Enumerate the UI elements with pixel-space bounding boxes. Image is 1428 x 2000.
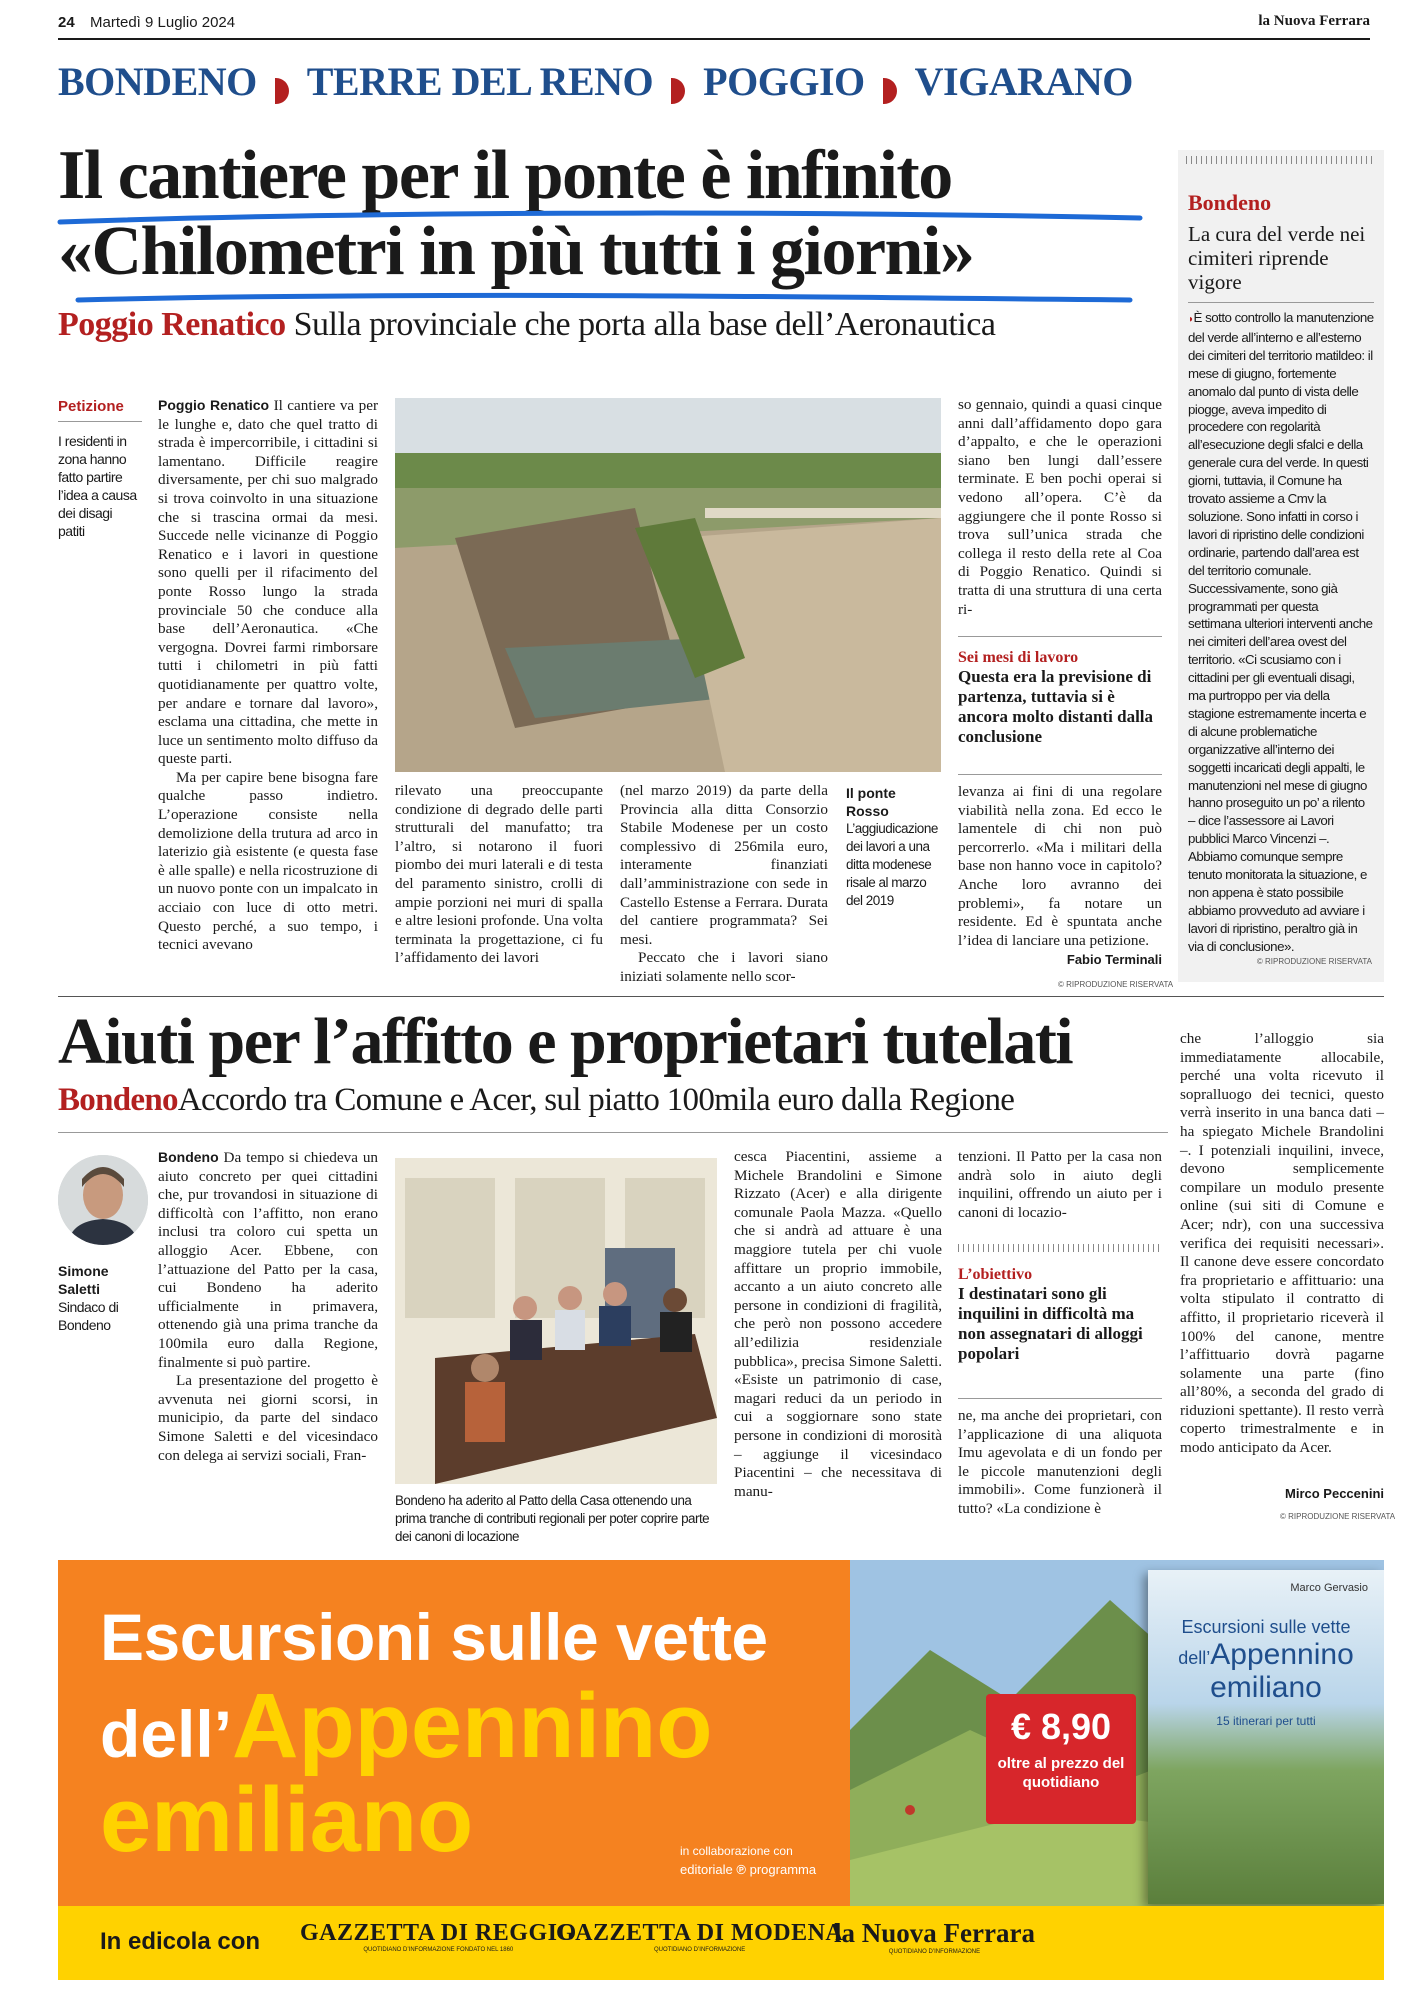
article-divider xyxy=(58,996,1384,997)
book-title-2a: dell’ xyxy=(1178,1647,1211,1668)
ad-line-2a: dell’ xyxy=(100,1697,233,1771)
article-2-col1-paragraph-1: Da tempo si chiedeva un aiuto concreto per quei cittadini che, pur trovandosi in situazione di difficoltà con l’affitto, non erano inclusi tra coloro cui spetta un alloggio Acer. Ebbene, con l’attuazione del Patto per la casa, cui Bondeno ha aderito ufficialmente in primavera, ottenendo già una prima tranche da 100mila euro dalla Regione, finalmente si può partire. xyxy=(158,1149,379,1371)
section-terre-del-reno[interactable]: TERRE DEL RENO xyxy=(306,59,654,104)
article-col-1 xyxy=(158,396,378,955)
quote-box-dotted-rule xyxy=(958,1244,1162,1252)
publisher-logo-icon: ℗ xyxy=(736,1862,746,1877)
article-2-col-4-bottom xyxy=(958,1398,1162,1519)
article-2-headline: Aiuti per l’affitto e proprietari tutelati xyxy=(58,1005,1073,1078)
col3-paragraph-1: (nel marzo 2019) da parte della Provincia alla ditta Consorzio Stabile Modenese per un costo complessivo di 256mila euro, interamente finanziati dall’amministrazione con sede in Castello Estense a Ferrara. Durata del cantiere programmata? Sei mesi. xyxy=(620,782,828,948)
meeting-photo xyxy=(395,1158,717,1484)
paper-logo-1-name: GAZZETTA DI REGGIO xyxy=(300,1920,577,1946)
sidebar-rights: © RIPRODUZIONE RISERVATA xyxy=(1256,957,1372,966)
article-2-col4-paragraph-1: tenzioni. Il Patto per la casa non andrà solo in aiuto degli inquilini, offrendo un aiuto per i canoni di locazio- xyxy=(958,1148,1162,1221)
paper-logo-2 xyxy=(556,1920,843,1953)
section-nav xyxy=(58,58,1133,105)
arrow-icon xyxy=(671,78,685,104)
paper-logo-1 xyxy=(300,1920,577,1953)
price: € 8,90 xyxy=(1010,1706,1112,1747)
photo-caption xyxy=(846,784,941,910)
article-2-rule xyxy=(58,1132,1168,1133)
paper-logo-2-tag: QUOTIDIANO D’INFORMAZIONE xyxy=(653,1947,746,1953)
article-2-col4-paragraph-2: ne, ma anche dei proprietari, con l’applicazione di una aliquota Imu agevolata e di un fondo per le piccole manutenzioni degli immobili». Come funzionerà il tutto? «La condizione è xyxy=(958,1407,1162,1517)
page-date: Martedì 9 Luglio 2024 xyxy=(90,14,236,31)
article-2-box-label: L’obiettivo xyxy=(958,1266,1033,1283)
book-title-3: emiliano xyxy=(1210,1670,1322,1704)
book-author: Marco Gervasio xyxy=(1290,1582,1368,1594)
side-note xyxy=(58,398,142,540)
book-title-2b: Appennino xyxy=(1210,1637,1354,1671)
article-2-kicker: Bondeno xyxy=(58,1082,178,1118)
paper-logo-3-tag: QUOTIDIANO D’INFORMAZIONE xyxy=(888,1949,981,1955)
article-2-col-5 xyxy=(1180,1030,1384,1458)
side-note-label: Petizione xyxy=(58,398,142,422)
col4-paragraph-2: levanza ai fini di una regolare viabilità nella zona. Ed ecco le lamentele di chi non può percorrerlo. «Ma i militari della base non hanno voce in capitolo? Anche loro avranno dei problemi», fa notare un residente. Ed è spuntata anche l’idea di lanciare una petizione. xyxy=(958,783,1162,949)
book-cover xyxy=(1148,1570,1384,1904)
ad-line-3: emiliano xyxy=(100,1769,474,1871)
kicker: Poggio Renatico xyxy=(58,306,286,343)
ad-line-2b: Appennino xyxy=(232,1675,713,1777)
paper-logo-1-tag: QUOTIDIANO D’INFORMAZIONE FONDATO NEL 1860 xyxy=(363,1947,514,1953)
sidebar-label: Bondeno xyxy=(1188,190,1272,215)
advertisement[interactable] xyxy=(58,1560,1384,1980)
article-2-rights: © RIPRODUZIONE RISERVATA xyxy=(1280,1512,1396,1521)
quote-box xyxy=(958,636,1162,747)
page-number: 24 xyxy=(58,14,75,31)
ad-line-1: Escursioni sulle vette xyxy=(100,1600,768,1674)
col1-paragraph-1: Il cantiere va per le lunghe e, dato che quel tratto di strada è impercorribile, i cittadini si lamentano. Difficile reagire diversamente, per chi suo malgrado si trova coinvolto in una situazione che si trascina ormai da mesi. Succede nelle vicinanze di Poggio Renatico e i lavori in questione sono quelli per il rifacimento del ponte Rosso lungo la strada provinciale 50 che conduce alla base dell’Aeronautica. «Che vergogna. Dovrei farmi rimborsare tutti i chilometri in più fatti quotidianamente per quattro volte, per andare e tornare dal lavoro», esclama una cittadina, che mette in luce un sentimento molto diffuso da queste parti. xyxy=(158,397,379,768)
section-bondeno[interactable]: BONDENO xyxy=(58,59,257,104)
article-2-col-1 xyxy=(158,1148,378,1465)
sidebar-rule xyxy=(1188,302,1374,303)
col1-paragraph-2: Ma per capire bene bisogna fare qualche passo indietro. L’operazione consiste nella demolizione della trutura ad arco in laterizio già esistente (e questa fase è alle spalle) e nella ricostruzione di un nuovo ponte con un impalcato in acciaio con luce di otto metri. Questo perché, a suo tempo, i tecnici avevano xyxy=(158,768,378,954)
caption-text: L’aggiudicazione dei lavori a una ditta modenese risale al marzo del 2019 xyxy=(846,821,938,908)
sidebar-body: È sotto controllo la manutenzione del verde all’interno e all’esterno dei cimiteri del territorio matildeo: il mese di giugno, fortemente anomalo dal punto di vista delle piogge, aveva impedito di procedere con regolarità all’esecuzione degli sfalci e della generale cura del verde. In questi giorni, tuttavia, il Comune ha trovato assieme a Cmv la soluzione. Sono infatti in corso i lavori di ripristino delle condizioni ordinarie, partendo dall’area est del territorio comunale. Successivamente, sono già programmati per questa settimana ulteriori interventi anche nei cimiteri dell’area ovest del territorio. «Ci scusiamo con i cittadini per gli eventuali disagi, ma purtroppo per via della stagione estremamente incerta e di alcune problematiche organizzative all’interno dei soggetti incaricati degli appalti, le manutenzioni nel mese di giugno hanno proseguito un po’ a rilento – dice l’assessore ai Lavori pubblici Marco Vincenzi –. Abbiamo comunque sempre tenuto monitorata la situazione, e non appena è stato possibile abbiamo provveduto ad avviare i lavori di ripristino, peraltro già in via di conclusione». xyxy=(1188,310,1374,954)
article-2-col5-paragraph: che l’alloggio sia immediatamente allocabile, perché una volta ricevuto il sopralluogo dei tecnici, questo verrà inserito in una banca dati – ha spiegato Michele Brandolini –. I potenziali inquilini, invece, devono semplicemente compilare un modulo presente online (sui siti di Comune e Acer; ndr), con una successiva verifica dei requisiti necessari». Il canone deve essere concordato fra proprietario e affittuario: una volta stipulato il contratto di affitto, il proprietario riceverà il 100% del canone, mentre l’affittuario dovrà pagarne solamente una parte (fino all’80%, a seconda del grado di riduzioni spettante). Il resto verrà coperto trimestralmente e in modo anticipato da Acer. xyxy=(1180,1030,1384,1457)
paper-logo-3-name: la Nuova Ferrara xyxy=(834,1918,1035,1948)
person-name: Simone Saletti xyxy=(58,1263,109,1297)
side-note-text: I residenti in zona hanno fatto partire l’idea a causa dei disagi patiti xyxy=(58,433,137,539)
col4-paragraph-1: so gennaio, quindi a quasi cinque anni dall’affidamento dopo gara d’appalto, e che le operazioni siano ben lungi dall’essere terminate. E ben pochi operai si vedono all’opera. C’è da aggiungere che il ponte Rosso si trova sull’unica strada che collega il resto della rete al Coa di Poggio Renatico. Quindi si tratta di una struttura di una certa ri- xyxy=(958,396,1162,618)
lead-place: Poggio Renatico xyxy=(158,397,270,413)
article-2-box-text: I destinatari sono gli inquilini in difficoltà ma non assegnatari di alloggi popolari xyxy=(958,1284,1143,1363)
article-col-2 xyxy=(395,782,603,968)
ad-cta: In edicola con xyxy=(100,1928,261,1955)
sidebar-text xyxy=(1188,309,1374,956)
publisher-part-b: programma xyxy=(749,1862,817,1877)
article-2-col1-paragraph-2: La presentazione del progetto è avvenuta nei giorni scorsi, in municipio, da parte del sindaco Simone Saletti e del vicesindaco con delega ai servizi sociali, Fran- xyxy=(158,1372,378,1464)
article-2-col-4-top xyxy=(958,1148,1162,1222)
sidebar-dotted-rule xyxy=(1186,156,1376,164)
book-title xyxy=(1148,1618,1384,1704)
article-2-col3-paragraph: cesca Piacentini, assieme a Michele Brandolini e Simone Rizzato (Acer) e alla dirigente comunale Paola Mazza. «Quello che si andrà ad attuare è una maggiore tutela per chi vuole affittare un proprio immobile, accanto a un aiuto concreto alle persone in condizioni di fragilità, che però non possono accedere all’edilizia residenziale pubblica», precisa Simone Saletti. «Esiste un patrimonio di case, magari reduci da un periodo in cui a soggiornare sono state persone in condizioni di morosità – aggiunge il vicesindaco Piacentini – che necessitava di manu- xyxy=(734,1148,942,1500)
article-subtitle xyxy=(58,306,995,344)
headline-line-2: «Chilometri in più tutti i giorni» xyxy=(58,213,974,290)
header-rule xyxy=(58,38,1370,40)
article-col-4-bottom xyxy=(958,774,1162,950)
article-2-col-3 xyxy=(734,1148,942,1501)
arrow-icon xyxy=(883,78,897,104)
bridge-photo xyxy=(395,398,941,772)
quote-box-label: Sei mesi di lavoro xyxy=(958,649,1079,666)
book-title-1: Escursioni sulle vette xyxy=(1181,1617,1351,1637)
quote-box-text: Questa era la previsione di partenza, tuttavia si è ancora molto distanti dalla conclusione xyxy=(958,667,1154,746)
meeting-photo-caption: Bondeno ha aderito al Patto della Casa ottenendo una prima tranche di contributi regionali per poter coprire parte dei canoni di locazione xyxy=(395,1493,710,1544)
article-2-subtitle xyxy=(58,1082,1014,1119)
ad-collab: in collaborazione con xyxy=(680,1844,793,1858)
author-byline: Fabio Terminali xyxy=(1066,952,1162,967)
pen-underline-marks xyxy=(50,200,1150,320)
price-badge xyxy=(986,1694,1136,1824)
section-poggio[interactable]: POGGIO xyxy=(703,59,865,104)
col2-paragraph: rilevato una preoccupante condizione di degrado delle parti strutturali del manufatto; tra l’altro, si notarono il fuori piombo dei muri laterali e di testa del paramento sinistro, crolli di ampie porzioni nei muri di spalla e altre lesioni profonde. Una volta terminata la progettazione, ci fu l’affidamento dei lavori xyxy=(395,782,603,967)
person-caption xyxy=(58,1262,148,1334)
headline-line-1: Il cantiere per il ponte è infinito xyxy=(58,137,952,214)
publisher-part-a: editoriale xyxy=(680,1862,733,1877)
paper-name: la Nuova Ferrara xyxy=(1258,13,1370,29)
rights-notice: © RIPRODUZIONE RISERVATA xyxy=(1058,980,1174,989)
article-2-subtitle-text: Accordo tra Comune e Acer, sul piatto 100mila euro dalla Regione xyxy=(177,1082,1015,1118)
article-2-author: Mirco Peccenini xyxy=(1285,1486,1384,1501)
article-col-3 xyxy=(620,782,828,987)
article-2-lead-place: Bondeno xyxy=(158,1149,219,1165)
bullet-icon: ◗ xyxy=(1188,314,1194,325)
price-note: oltre al prezzo del quotidiano xyxy=(997,1755,1125,1791)
sidebar-title: La cura del verde nei cimiteri riprende vigore xyxy=(1188,222,1366,294)
subtitle-text: Sulla provinciale che porta alla base dell’Aeronautica xyxy=(293,306,996,343)
sidebar-box xyxy=(1178,150,1384,982)
book-subtitle: 15 itinerari per tutti xyxy=(1216,1713,1316,1728)
ad-line-2 xyxy=(100,1675,768,1777)
person-role: Sindaco di Bondeno xyxy=(58,1299,119,1333)
arrow-icon xyxy=(275,78,289,104)
article-col-4-top xyxy=(958,396,1162,619)
ad-footer xyxy=(58,1906,1384,1980)
avatar xyxy=(58,1155,148,1245)
paper-logo-3 xyxy=(834,1918,1035,1955)
col3-paragraph-2: Peccato che i lavori siano iniziati solamente nello scor- xyxy=(620,949,828,985)
ad-publisher xyxy=(680,1862,816,1877)
paper-logo-2-name: GAZZETTA DI MODENA xyxy=(556,1920,844,1946)
article-2-quote-box xyxy=(958,1244,1162,1364)
caption-title: Il ponte Rosso xyxy=(846,785,896,819)
section-vigarano[interactable]: VIGARANO xyxy=(914,59,1133,104)
